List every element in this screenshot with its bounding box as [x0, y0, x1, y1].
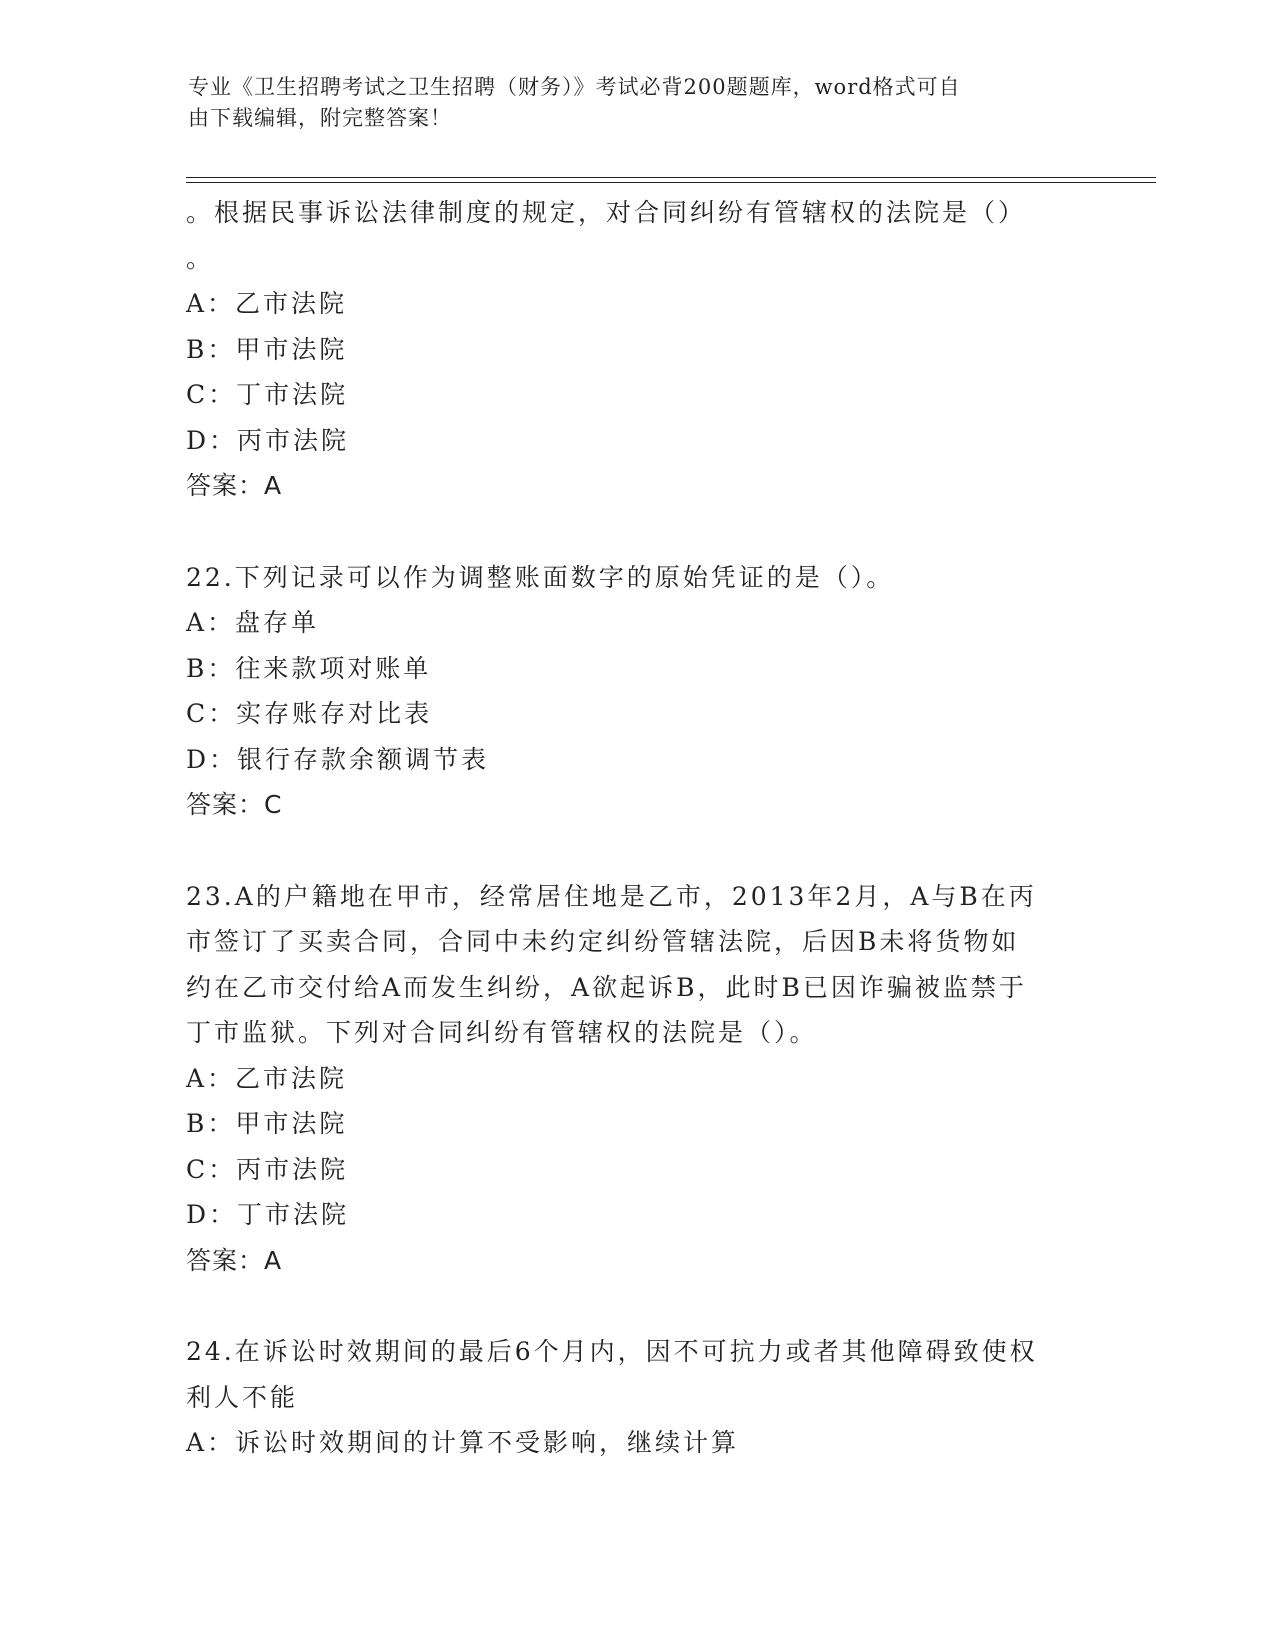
- question-stem-line: 。根据民事诉讼法律制度的规定，对合同纠纷有管辖权的法院是（）: [186, 198, 1027, 227]
- question-stem-line: 22.下列记录可以作为调整账面数字的原始凭证的是（）。: [186, 562, 895, 592]
- question-stem-line: 24.在诉讼时效期间的最后6个月内，因不可抗力或者其他障碍致使权: [186, 1337, 1038, 1366]
- answer-text: 答案：A: [186, 1245, 283, 1275]
- question-stem-line: 。: [186, 243, 215, 273]
- question-22: [186, 555, 1086, 828]
- answer-text: 答案：C: [186, 790, 283, 819]
- question-stem-line: 约在乙市交付给A而发生纠纷，A欲起诉B，此时B已因诈骗被监禁于: [186, 972, 1027, 1002]
- question-stem-line: 23.A的户籍地在甲市，经常居住地是乙市，2013年2月，A与B在丙: [186, 881, 1037, 911]
- option-a: A：乙市法院: [186, 289, 348, 318]
- answer-text: 答案：A: [186, 471, 283, 500]
- header-line-1: 专业《卫生招聘考试之卫生招聘（财务）》考试必背200题题库，word格式可自: [188, 75, 961, 99]
- option-c: C：丙市法院: [186, 1154, 349, 1184]
- option-a: A：盘存单: [186, 608, 320, 637]
- option-b: B：甲市法院: [186, 334, 348, 364]
- option-c: C：实存账存对比表: [186, 699, 433, 728]
- document-header: [188, 72, 1068, 134]
- question-24: [186, 1329, 1086, 1466]
- option-b: B：往来款项对账单: [186, 653, 432, 683]
- option-c: C：丁市法院: [186, 380, 349, 409]
- option-d: D：银行存款余额调节表: [186, 744, 490, 774]
- question-23: [186, 874, 1086, 1284]
- header-divider-bottom: [186, 182, 1156, 183]
- option-a: A：诉讼时效期间的计算不受影响，继续计算: [186, 1428, 740, 1457]
- question-stem-line: 丁市监狱。下列对合同纠纷有管辖权的法院是（）。: [186, 1018, 818, 1047]
- option-a: A：乙市法院: [186, 1063, 348, 1093]
- option-b: B：甲市法院: [186, 1109, 348, 1138]
- header-line-2: 由下载编辑，附完整答案！: [188, 106, 452, 130]
- question-stem-line: 利人不能: [186, 1382, 299, 1412]
- header-divider-top: [186, 177, 1156, 178]
- question-list: [186, 190, 1086, 1466]
- option-d: D：丁市法院: [186, 1200, 350, 1229]
- question-stem-line: 市签订了买卖合同，合同中未约定纠纷管辖法院，后因B未将货物如: [186, 927, 1020, 956]
- option-d: D：丙市法院: [186, 425, 350, 455]
- question-21: [186, 190, 1086, 509]
